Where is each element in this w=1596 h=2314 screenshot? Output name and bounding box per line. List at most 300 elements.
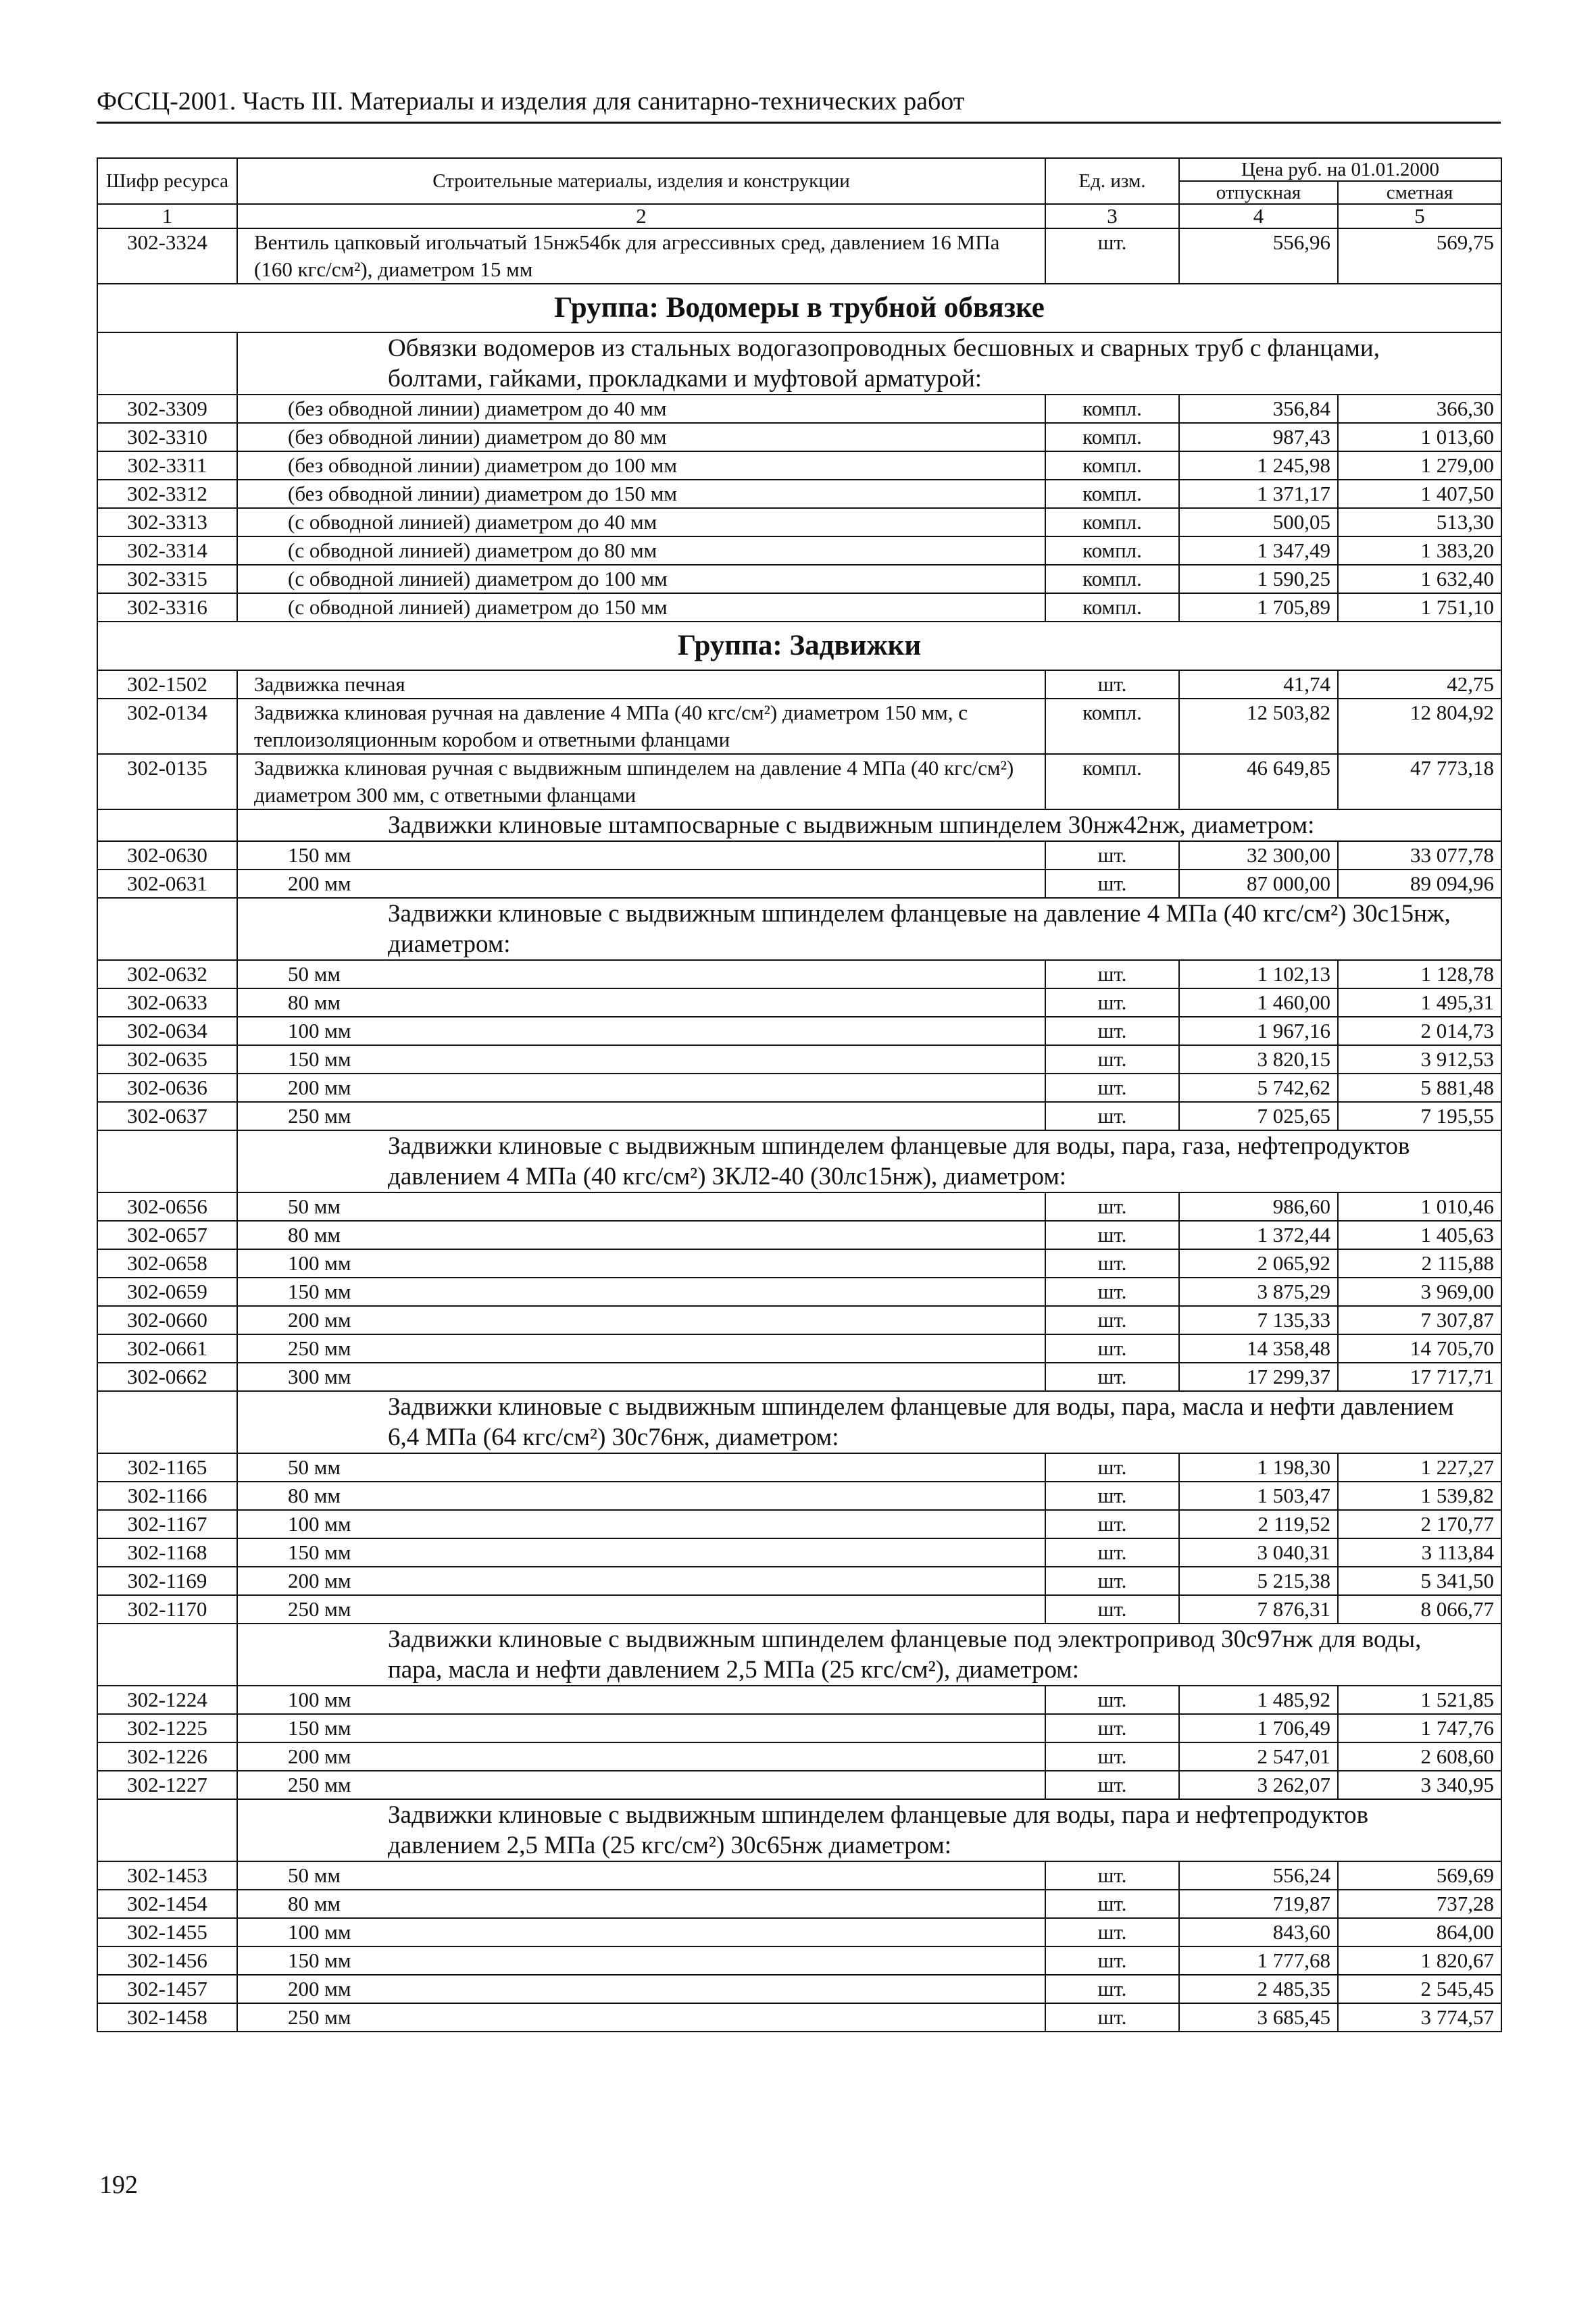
- item-name: 200 мм: [237, 1975, 1045, 2003]
- item-unit: шт.: [1045, 1861, 1179, 1890]
- release-price: 1 777,68: [1179, 1946, 1338, 1975]
- item-name: 250 мм: [237, 1334, 1045, 1363]
- resource-code: 302-0636: [97, 1074, 237, 1102]
- resource-code: 302-3312: [97, 480, 237, 508]
- item-unit: шт.: [1045, 1595, 1179, 1624]
- table-row: [97, 1567, 1501, 1595]
- item-name: Задвижка печная: [237, 670, 1045, 699]
- release-price: 7 135,33: [1179, 1306, 1338, 1334]
- table-row: [97, 1192, 1501, 1221]
- table-row: [97, 1453, 1501, 1482]
- table-row: [97, 1045, 1501, 1074]
- item-name: 150 мм: [237, 1278, 1045, 1306]
- estimate-price: 2 608,60: [1338, 1742, 1501, 1771]
- release-price: 3 875,29: [1179, 1278, 1338, 1306]
- resource-code: 302-0657: [97, 1221, 237, 1249]
- item-unit: шт.: [1045, 1482, 1179, 1510]
- release-price: 1 485,92: [1179, 1686, 1338, 1714]
- section-heading: Задвижки клиновые штампосварные с выдвижным шпинделем 30нж42нж, диаметром:: [237, 809, 1501, 841]
- table-row: [97, 1946, 1501, 1975]
- estimate-price: 5 881,48: [1338, 1074, 1501, 1102]
- column-number: 2: [237, 204, 1045, 228]
- column-numbers-row: [97, 204, 1501, 228]
- item-unit: шт.: [1045, 841, 1179, 870]
- item-unit: шт.: [1045, 1538, 1179, 1567]
- item-name: 100 мм: [237, 1686, 1045, 1714]
- release-price: 41,74: [1179, 670, 1338, 699]
- item-name: 80 мм: [237, 988, 1045, 1017]
- page-number: 192: [99, 2171, 138, 2199]
- item-name: 80 мм: [237, 1890, 1045, 1918]
- estimate-price: 1 495,31: [1338, 988, 1501, 1017]
- resource-code: 302-3315: [97, 565, 237, 593]
- estimate-price: 1 820,67: [1338, 1946, 1501, 1975]
- release-price: 46 649,85: [1179, 754, 1338, 809]
- resource-code: 302-0135: [97, 754, 237, 809]
- item-unit: шт.: [1045, 1946, 1179, 1975]
- item-name: 100 мм: [237, 1249, 1045, 1278]
- item-unit: шт.: [1045, 1771, 1179, 1799]
- header-rule: [97, 122, 1501, 124]
- section-heading: Задвижки клиновые с выдвижным шпинделем фланцевые для воды, пара, масла и нефти давлением 6,4 МПа (64 кгс/см²) 30с76нж, диаметром:: [237, 1391, 1501, 1453]
- resource-code: 302-1225: [97, 1714, 237, 1742]
- estimate-price: 17 717,71: [1338, 1363, 1501, 1391]
- table-row: [97, 1686, 1501, 1714]
- table-row: [97, 593, 1501, 622]
- item-name: Вентиль цапковый игольчатый 15нж54бк для агрессивных сред, давлением 16 МПа (160 кгс/см²), диаметром 15 мм: [237, 228, 1045, 284]
- release-price: 17 299,37: [1179, 1363, 1338, 1391]
- item-name: 150 мм: [237, 841, 1045, 870]
- item-unit: шт.: [1045, 1249, 1179, 1278]
- table-row: [97, 1221, 1501, 1249]
- release-price: 2 547,01: [1179, 1742, 1338, 1771]
- item-unit: шт.: [1045, 1221, 1179, 1249]
- item-unit: шт.: [1045, 1017, 1179, 1045]
- estimate-price: 1 383,20: [1338, 536, 1501, 565]
- item-unit: шт.: [1045, 1567, 1179, 1595]
- resource-code: 302-0634: [97, 1017, 237, 1045]
- header-unit: Ед. изм.: [1045, 158, 1179, 204]
- resource-code: 302-1502: [97, 670, 237, 699]
- page-header: ФССЦ-2001. Часть III. Материалы и изделия для санитарно-технических работ: [97, 87, 965, 116]
- resource-code: 302-1456: [97, 1946, 237, 1975]
- release-price: 2 065,92: [1179, 1249, 1338, 1278]
- item-unit: компл.: [1045, 423, 1179, 451]
- resource-code: 302-1227: [97, 1771, 237, 1799]
- table-row: [97, 565, 1501, 593]
- release-price: 1 372,44: [1179, 1221, 1338, 1249]
- section-heading-row: [97, 898, 1501, 960]
- header-release-price: отпускная: [1179, 181, 1338, 204]
- group-heading-row: [97, 622, 1501, 670]
- resource-code: 302-1453: [97, 1861, 237, 1890]
- table-row: [97, 1595, 1501, 1624]
- table-row: [97, 1017, 1501, 1045]
- estimate-price: 12 804,92: [1338, 699, 1501, 754]
- table-row: [97, 1510, 1501, 1538]
- item-name: 50 мм: [237, 1861, 1045, 1890]
- resource-code: 302-3309: [97, 395, 237, 423]
- item-name: 100 мм: [237, 1017, 1045, 1045]
- header-estimate-price: сметная: [1338, 181, 1501, 204]
- release-price: 1 967,16: [1179, 1017, 1338, 1045]
- item-name: 80 мм: [237, 1482, 1045, 1510]
- column-number: 1: [97, 204, 237, 228]
- item-unit: шт.: [1045, 1192, 1179, 1221]
- estimate-price: 1 747,76: [1338, 1714, 1501, 1742]
- section-heading: Задвижки клиновые с выдвижным шпинделем фланцевые на давление 4 МПа (40 кгс/см²) 30с15нж, диаметром:: [237, 898, 1501, 960]
- estimate-price: 569,75: [1338, 228, 1501, 284]
- item-name: 150 мм: [237, 1538, 1045, 1567]
- resource-code: 302-0134: [97, 699, 237, 754]
- release-price: 12 503,82: [1179, 699, 1338, 754]
- table-row: [97, 1714, 1501, 1742]
- estimate-price: 1 279,00: [1338, 451, 1501, 480]
- table-row: [97, 508, 1501, 536]
- release-price: 500,05: [1179, 508, 1338, 536]
- table-row: [97, 1890, 1501, 1918]
- table-row: [97, 1334, 1501, 1363]
- item-unit: шт.: [1045, 2003, 1179, 2032]
- item-unit: компл.: [1045, 508, 1179, 536]
- estimate-price: 864,00: [1338, 1918, 1501, 1946]
- estimate-price: 2 014,73: [1338, 1017, 1501, 1045]
- item-unit: компл.: [1045, 536, 1179, 565]
- item-name: 250 мм: [237, 1595, 1045, 1624]
- resource-code: 302-0637: [97, 1102, 237, 1130]
- estimate-price: 8 066,77: [1338, 1595, 1501, 1624]
- estimate-price: 1 227,27: [1338, 1453, 1501, 1482]
- release-price: 356,84: [1179, 395, 1338, 423]
- item-name: (без обводной линии) диаметром до 150 мм: [237, 480, 1045, 508]
- estimate-price: 3 912,53: [1338, 1045, 1501, 1074]
- item-name: 150 мм: [237, 1714, 1045, 1742]
- estimate-price: 89 094,96: [1338, 870, 1501, 898]
- item-name: 200 мм: [237, 870, 1045, 898]
- release-price: 1 102,13: [1179, 960, 1338, 988]
- release-price: 1 503,47: [1179, 1482, 1338, 1510]
- release-price: 7 876,31: [1179, 1595, 1338, 1624]
- estimate-price: 33 077,78: [1338, 841, 1501, 870]
- item-name: (без обводной линии) диаметром до 80 мм: [237, 423, 1045, 451]
- item-name: 50 мм: [237, 1453, 1045, 1482]
- item-unit: шт.: [1045, 1686, 1179, 1714]
- section-heading: Задвижки клиновые с выдвижным шпинделем фланцевые для воды, пара и нефтепродуктов давлением 2,5 МПа (25 кгс/см²) 30с65нж диаметром:: [237, 1799, 1501, 1861]
- item-name: 300 мм: [237, 1363, 1045, 1391]
- estimate-price: 1 632,40: [1338, 565, 1501, 593]
- column-number: 4: [1179, 204, 1338, 228]
- item-unit: шт.: [1045, 870, 1179, 898]
- item-unit: шт.: [1045, 1074, 1179, 1102]
- section-code-blank: [97, 1130, 237, 1192]
- release-price: 1 371,17: [1179, 480, 1338, 508]
- item-unit: компл.: [1045, 565, 1179, 593]
- release-price: 2 485,35: [1179, 1975, 1338, 2003]
- column-number: 3: [1045, 204, 1179, 228]
- item-unit: шт.: [1045, 1278, 1179, 1306]
- item-unit: шт.: [1045, 670, 1179, 699]
- item-name: (без обводной линии) диаметром до 40 мм: [237, 395, 1045, 423]
- release-price: 719,87: [1179, 1890, 1338, 1918]
- resource-code: 302-1457: [97, 1975, 237, 2003]
- item-name: 200 мм: [237, 1567, 1045, 1595]
- item-unit: шт.: [1045, 1918, 1179, 1946]
- estimate-price: 2 115,88: [1338, 1249, 1501, 1278]
- table-row: [97, 395, 1501, 423]
- item-name: (с обводной линией) диаметром до 40 мм: [237, 508, 1045, 536]
- estimate-price: 1 407,50: [1338, 480, 1501, 508]
- resource-code: 302-3310: [97, 423, 237, 451]
- table-row: [97, 670, 1501, 699]
- estimate-price: 14 705,70: [1338, 1334, 1501, 1363]
- release-price: 1 245,98: [1179, 451, 1338, 480]
- estimate-price: 1 751,10: [1338, 593, 1501, 622]
- item-unit: компл.: [1045, 593, 1179, 622]
- item-unit: шт.: [1045, 1890, 1179, 1918]
- section-heading-row: [97, 1130, 1501, 1192]
- resource-code: 302-1165: [97, 1453, 237, 1482]
- table-row: [97, 1306, 1501, 1334]
- item-name: Задвижка клиновая ручная на давление 4 МПа (40 кгс/см²) диаметром 150 мм, с теплоизоляционным коробом и ответными фланцами: [237, 699, 1045, 754]
- estimate-price: 1 010,46: [1338, 1192, 1501, 1221]
- header-price: Цена руб. на 01.01.2000: [1179, 158, 1501, 181]
- release-price: 32 300,00: [1179, 841, 1338, 870]
- header-code: Шифр ресурса: [97, 158, 237, 204]
- item-name: 100 мм: [237, 1918, 1045, 1946]
- section-heading: Обвязки водомеров из стальных водогазопроводных бесшовных и сварных труб с фланцами, болтами, гайками, прокладками и муфтовой арматурой:: [237, 332, 1501, 395]
- item-name: 50 мм: [237, 1192, 1045, 1221]
- resource-code: 302-0630: [97, 841, 237, 870]
- item-unit: шт.: [1045, 228, 1179, 284]
- item-unit: компл.: [1045, 699, 1179, 754]
- table-row: [97, 536, 1501, 565]
- estimate-price: 2 545,45: [1338, 1975, 1501, 2003]
- resource-code: 302-1168: [97, 1538, 237, 1567]
- table-row: [97, 960, 1501, 988]
- resource-code: 302-0656: [97, 1192, 237, 1221]
- resource-code: 302-3316: [97, 593, 237, 622]
- estimate-price: 1 013,60: [1338, 423, 1501, 451]
- table-row: [97, 841, 1501, 870]
- estimate-price: 569,69: [1338, 1861, 1501, 1890]
- item-name: 50 мм: [237, 960, 1045, 988]
- item-unit: шт.: [1045, 1510, 1179, 1538]
- group-heading: Группа: Задвижки: [97, 622, 1501, 670]
- resource-code: 302-0662: [97, 1363, 237, 1391]
- resource-code: 302-1226: [97, 1742, 237, 1771]
- release-price: 3 685,45: [1179, 2003, 1338, 2032]
- table-row: [97, 754, 1501, 809]
- item-name: (без обводной линии) диаметром до 100 мм: [237, 451, 1045, 480]
- table-row: [97, 1482, 1501, 1510]
- estimate-price: 2 170,77: [1338, 1510, 1501, 1538]
- section-heading-row: [97, 332, 1501, 395]
- resource-code: 302-1167: [97, 1510, 237, 1538]
- item-unit: компл.: [1045, 754, 1179, 809]
- release-price: 556,24: [1179, 1861, 1338, 1890]
- resource-code: 302-3311: [97, 451, 237, 480]
- item-unit: шт.: [1045, 1102, 1179, 1130]
- estimate-price: 5 341,50: [1338, 1567, 1501, 1595]
- resource-code: 302-1455: [97, 1918, 237, 1946]
- release-price: 7 025,65: [1179, 1102, 1338, 1130]
- section-code-blank: [97, 1799, 237, 1861]
- item-unit: шт.: [1045, 1045, 1179, 1074]
- estimate-price: 3 774,57: [1338, 2003, 1501, 2032]
- release-price: 14 358,48: [1179, 1334, 1338, 1363]
- table-row: [97, 1742, 1501, 1771]
- release-price: 556,96: [1179, 228, 1338, 284]
- section-code-blank: [97, 1391, 237, 1453]
- item-name: 80 мм: [237, 1221, 1045, 1249]
- section-code-blank: [97, 332, 237, 395]
- group-heading-row: [97, 284, 1501, 332]
- resource-code: 302-1166: [97, 1482, 237, 1510]
- item-name: 200 мм: [237, 1306, 1045, 1334]
- item-name: 100 мм: [237, 1510, 1045, 1538]
- resource-code: 302-0661: [97, 1334, 237, 1363]
- item-name: 250 мм: [237, 2003, 1045, 2032]
- item-unit: шт.: [1045, 1453, 1179, 1482]
- section-code-blank: [97, 809, 237, 841]
- estimate-price: 513,30: [1338, 508, 1501, 536]
- table-row: [97, 2003, 1501, 2032]
- item-name: 150 мм: [237, 1045, 1045, 1074]
- resource-code: 302-3324: [97, 228, 237, 284]
- item-unit: шт.: [1045, 960, 1179, 988]
- release-price: 1 347,49: [1179, 536, 1338, 565]
- item-unit: шт.: [1045, 1975, 1179, 2003]
- estimate-price: 1 128,78: [1338, 960, 1501, 988]
- resource-code: 302-1169: [97, 1567, 237, 1595]
- item-name: 150 мм: [237, 1946, 1045, 1975]
- section-heading-row: [97, 809, 1501, 841]
- resource-code: 302-0631: [97, 870, 237, 898]
- column-number: 5: [1338, 204, 1501, 228]
- group-heading: Группа: Водомеры в трубной обвязке: [97, 284, 1501, 332]
- release-price: 3 820,15: [1179, 1045, 1338, 1074]
- table-row: [97, 480, 1501, 508]
- table-row: [97, 1249, 1501, 1278]
- release-price: 1 198,30: [1179, 1453, 1338, 1482]
- table-row: [97, 1771, 1501, 1799]
- resource-code: 302-0658: [97, 1249, 237, 1278]
- item-name: (с обводной линией) диаметром до 80 мм: [237, 536, 1045, 565]
- table-row: [97, 1363, 1501, 1391]
- release-price: 986,60: [1179, 1192, 1338, 1221]
- estimate-price: 7 195,55: [1338, 1102, 1501, 1130]
- table-row: [97, 1102, 1501, 1130]
- resource-code: 302-1458: [97, 2003, 237, 2032]
- release-price: 1 460,00: [1179, 988, 1338, 1017]
- header-name: Строительные материалы, изделия и конструкции: [237, 158, 1045, 204]
- item-unit: компл.: [1045, 451, 1179, 480]
- table-row: [97, 1538, 1501, 1567]
- estimate-price: 1 539,82: [1338, 1482, 1501, 1510]
- resource-code: 302-3314: [97, 536, 237, 565]
- item-name: (с обводной линией) диаметром до 100 мм: [237, 565, 1045, 593]
- table-row: [97, 1918, 1501, 1946]
- item-unit: компл.: [1045, 395, 1179, 423]
- item-name: Задвижка клиновая ручная с выдвижным шпинделем на давление 4 МПа (40 кгс/см²) диаметром 300 мм, с ответными фланцами: [237, 754, 1045, 809]
- estimate-price: 47 773,18: [1338, 754, 1501, 809]
- resource-code: 302-0660: [97, 1306, 237, 1334]
- section-heading: Задвижки клиновые с выдвижным шпинделем фланцевые для воды, пара, газа, нефтепродуктов давлением 4 МПа (40 кгс/см²) ЗКЛ2-40 (30лс15нж), диаметром:: [237, 1130, 1501, 1192]
- release-price: 3 262,07: [1179, 1771, 1338, 1799]
- item-name: 200 мм: [237, 1074, 1045, 1102]
- item-unit: шт.: [1045, 1742, 1179, 1771]
- estimate-price: 1 405,63: [1338, 1221, 1501, 1249]
- section-code-blank: [97, 1624, 237, 1686]
- estimate-price: 366,30: [1338, 395, 1501, 423]
- item-unit: шт.: [1045, 1363, 1179, 1391]
- table-body: [97, 228, 1501, 2032]
- table-row: [97, 228, 1501, 284]
- resource-code: 302-0633: [97, 988, 237, 1017]
- table-row: [97, 1975, 1501, 2003]
- release-price: 2 119,52: [1179, 1510, 1338, 1538]
- resource-code: 302-0635: [97, 1045, 237, 1074]
- section-heading-row: [97, 1799, 1501, 1861]
- release-price: 1 590,25: [1179, 565, 1338, 593]
- release-price: 87 000,00: [1179, 870, 1338, 898]
- estimate-price: 737,28: [1338, 1890, 1501, 1918]
- item-name: 250 мм: [237, 1102, 1045, 1130]
- release-price: 843,60: [1179, 1918, 1338, 1946]
- resource-code: 302-1454: [97, 1890, 237, 1918]
- estimate-price: 3 340,95: [1338, 1771, 1501, 1799]
- resource-code: 302-0659: [97, 1278, 237, 1306]
- item-unit: шт.: [1045, 1306, 1179, 1334]
- item-name: 250 мм: [237, 1771, 1045, 1799]
- resource-code: 302-1224: [97, 1686, 237, 1714]
- table-row: [97, 451, 1501, 480]
- table-row: [97, 1861, 1501, 1890]
- resource-code: 302-1170: [97, 1595, 237, 1624]
- resource-code: 302-3313: [97, 508, 237, 536]
- item-unit: шт.: [1045, 1334, 1179, 1363]
- estimate-price: 42,75: [1338, 670, 1501, 699]
- release-price: 3 040,31: [1179, 1538, 1338, 1567]
- estimate-price: 3 969,00: [1338, 1278, 1501, 1306]
- estimate-price: 3 113,84: [1338, 1538, 1501, 1567]
- section-heading: Задвижки клиновые с выдвижным шпинделем фланцевые под электропривод 30с97нж для воды, пара, масла и нефти давлением 2,5 МПа (25 кгс/см²), диаметром:: [237, 1624, 1501, 1686]
- release-price: 5 742,62: [1179, 1074, 1338, 1102]
- table-row: [97, 988, 1501, 1017]
- price-table: [97, 157, 1502, 2032]
- release-price: 5 215,38: [1179, 1567, 1338, 1595]
- table-row: [97, 699, 1501, 754]
- estimate-price: 1 521,85: [1338, 1686, 1501, 1714]
- estimate-price: 7 307,87: [1338, 1306, 1501, 1334]
- item-unit: шт.: [1045, 1714, 1179, 1742]
- table-row: [97, 1074, 1501, 1102]
- release-price: 1 705,89: [1179, 593, 1338, 622]
- release-price: 1 706,49: [1179, 1714, 1338, 1742]
- item-unit: компл.: [1045, 480, 1179, 508]
- item-name: 200 мм: [237, 1742, 1045, 1771]
- table-row: [97, 423, 1501, 451]
- section-heading-row: [97, 1391, 1501, 1453]
- item-name: (с обводной линией) диаметром до 150 мм: [237, 593, 1045, 622]
- resource-code: 302-0632: [97, 960, 237, 988]
- section-heading-row: [97, 1624, 1501, 1686]
- release-price: 987,43: [1179, 423, 1338, 451]
- table-row: [97, 870, 1501, 898]
- table-header-row: [97, 158, 1501, 181]
- item-unit: шт.: [1045, 988, 1179, 1017]
- table-row: [97, 1278, 1501, 1306]
